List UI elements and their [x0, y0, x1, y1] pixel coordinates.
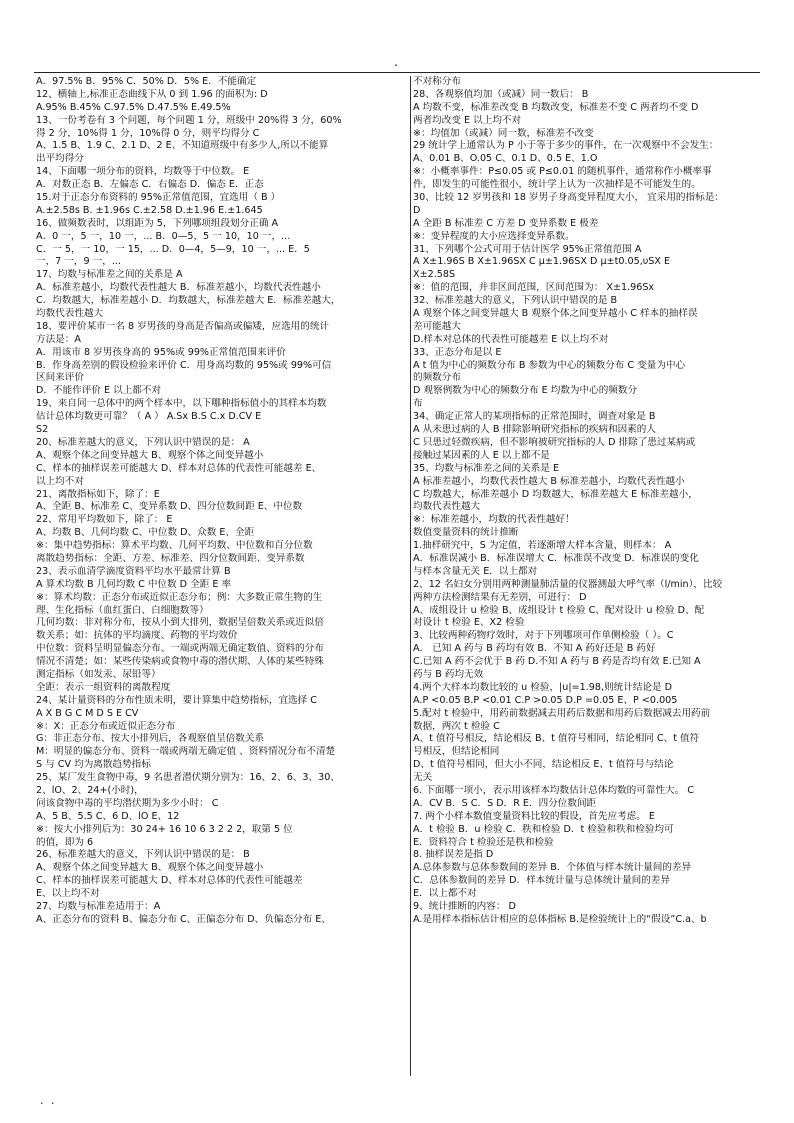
text-line: 数据，两次 t 检验 C [413, 720, 500, 732]
text-line: 不对称分布 [413, 76, 461, 87]
text-line: 19、来自同一总体中的两个样本中，以下哪种指标值小的其样本均数 [36, 398, 327, 410]
text-line: ※：集中趋势指标：算术平均数、几何平均数、中位数和百分位数 [36, 540, 313, 552]
text-line: 差可能越大 [413, 320, 461, 332]
text-line: 2、12 名妇女分别用两种测量肺活量的仪器测最大呼气率（l/min），比较 [413, 578, 723, 590]
right-column [410, 76, 763, 1076]
text-line: 28、各观察值均加（或减）同一数后： B [413, 88, 589, 100]
text-line: C 均数越大，标准差越小 D 均数越大，标准差越大 E 标准差越小， [413, 488, 698, 500]
text-line: C．均数越大，标准差越小 D．均数越大，标准差越大 E．标准差越大， [36, 295, 341, 307]
text-line: D.样本对总体的代表性可能越差 E 以上均不对 [413, 333, 609, 345]
text-line: 理、生化指标（血红蛋白、白细胞数等） [36, 604, 209, 616]
text-line: 几何均数：非对称分布，按从小到大排列，数据呈倍数关系或近似倍 [36, 617, 324, 629]
text-line: A 观察个体之间变异越大 B 观察个体之间变异越小 C 样本的抽样误 [413, 308, 698, 320]
text-line: 29 统计学上通常认为 P 小于等于多少的事件，在一次观察中不会发生： [413, 140, 719, 152]
text-line: A．97.5% B．95% C．50% D．5% E．不能确定 [36, 76, 257, 87]
text-line: ※：值的范围，并非区间范围，区间范围为： X±1.96Sx [413, 282, 655, 294]
text-line: A、正态分布的资料 B、偏态分布 C、正偏态分布 D、负偏态分布 E、 [36, 913, 331, 925]
text-line: 22、常用平均数如下，除了： E [36, 514, 173, 526]
text-line: C、样本的抽样误差可能越大 D、样本对总体的代表性可能越差 E、 [36, 462, 322, 474]
text-line: 6. 下面哪一项小，表示用该样本均数估计总体均数的可靠性大。 C [413, 784, 694, 796]
text-line: 两种方法检测结果有无差别，可进行： D [413, 591, 587, 603]
text-line: A．CV B．S C．S D．R E．四分位数间距 [413, 797, 597, 809]
text-line: 2、lO、2、24+(小时)， [36, 784, 144, 796]
left-column [36, 76, 386, 927]
text-line: 测定指标（如发汞、尿铅等） [36, 668, 161, 680]
text-line: ※：变异程度的大小应选择变异系数。 [413, 230, 575, 242]
text-line: 全距：表示一组资料的离散程度 [36, 681, 171, 693]
text-line: 两者均改变 E 以上均不对 [413, 114, 522, 126]
text-line: C 只患过轻微疾病，但不影响被研究指标的人 D 排除了患过某病或 [413, 436, 696, 448]
text-line: 中位数：资料呈明显偏态分布、一端或两端无确定数值、资料的分布 [36, 643, 324, 655]
text-line: A.总体参数与总体参数间的差异 B．个体值与样本统计量间的差异 [413, 862, 692, 874]
text-line: A、1.5 B、1.9 C、2.1 D、2 E、不知道班级中有多少人,所以不能算 [36, 140, 329, 152]
text-line: C．总体参数间的差异 D．样本统计量与总体统计量间的差异 [413, 875, 670, 887]
text-line: C．一 5，一 10，一 15，... D．0—4，5—9，10 一，... E．5 [36, 243, 310, 255]
text-line: 数值变量资料的统计推断 [413, 527, 519, 539]
text-line: 问该食物中毒的平均潜伏期为多少小时： C [36, 797, 219, 809]
text-line: 16、做频数表时，以组距为 5，下列哪项组段划分正确 A [36, 217, 279, 229]
text-line: B．作身高差别的假设检验来评价 C．用身高均数的 95%或 99%可信 [36, 359, 332, 371]
text-line: 18、要评价某市一名 8 岁男孩的身高是否偏高或偏矮，应选用的统计 [36, 320, 330, 332]
text-line: E、以上均不对 [36, 888, 100, 900]
text-line: A.是用样本指标估计相应的总体指标 B.是检验统计上的“假设”C.a、b [413, 913, 707, 925]
text-line: ※：均值加（或减）同一数，标准差不改变 [413, 127, 594, 139]
text-line: 35、均数与标准差之间的关系是 E [413, 462, 560, 474]
text-line: A． 已知 A 药与 B 药均有效 B．不知 A 药好还是 B 药好 [413, 643, 656, 655]
text-line: 估计总体均数更可靠？（ A ） A.Sx B.S C.x D.CV E [36, 411, 262, 423]
text-line: ※：算术均数：正态分布或近似正态分布；例：大多数正常生物的生 [36, 591, 323, 603]
text-line: ※：X：正态分布或近似正态分布 [36, 720, 176, 732]
text-line: 15.对于正态分布资料的 95%正常值范围，宜选用（ B ） [36, 192, 281, 204]
text-line: 情况不清楚；如：某些传染病或食物中毒的潜伏期、人体的某些特殊 [36, 656, 324, 668]
text-line: 8. 抽样误差是指 D [413, 849, 494, 861]
text-line: 23、表示血清学滴度资料平均水平最常计算 B [36, 565, 231, 577]
text-line: 的值，即为 6 [36, 836, 94, 848]
text-line: 方法是：A [36, 333, 81, 345]
footer-mark: · · [40, 1097, 57, 1110]
text-line: S 与 CV 均为离散趋势指标 [36, 759, 151, 771]
text-line: 32、标准差越大的意义，下列认识中错误的是 B [413, 295, 618, 307]
text-line: 以上均不对 [36, 475, 84, 487]
text-line: 对设计 t 检验 E、X2 检验 [413, 617, 525, 629]
text-line: 7. 两个小样本数值变量资料比较的假设，首先应考虑。 E [413, 810, 655, 822]
text-line: 无关 [413, 772, 433, 784]
text-line: A、0.01 B、O.05 C、0.1 D、0.5 E、1.O [413, 153, 598, 165]
text-line: 31、下列哪个公式可用于估计医学 95%正常值范围 A [413, 243, 642, 255]
text-line: 药与 B 药均无效 [413, 668, 484, 680]
text-line: A．标准误减小 B．标准误增大 C．标准误不改变 D．标准误的变化 [413, 552, 699, 564]
text-line: 离散趋势指标：全距、方差、标准差、四分位数间距、变异系数 [36, 552, 305, 564]
text-line: 件，即发生的可能性很小，统计学上认为一次抽样是不可能发生的。 [413, 179, 701, 191]
text-line: 号相反，但结论相同 [413, 746, 500, 758]
top-rule [34, 72, 760, 73]
text-line: D 观察例数为中心的频数分布 E 均数为中心的频数分 [413, 385, 638, 397]
text-line: A．用该市 8 岁男孩身高的 95%或 99%正常值范围来评价 [36, 346, 286, 358]
text-line: 一，7 一，9 一，... [36, 256, 122, 268]
text-line: ※：按大小排列后为：30 24+ 16 10 6 3 2 2 2，取第 5 位 [36, 823, 293, 835]
text-line: A．对数正态 B．左偏态 C．右偏态 D．偏态 E．正态 [36, 179, 264, 191]
text-line: 25、某厂发生食物中毒，9 名患者潜伏期分别为：16、2、6、3、30、 [36, 772, 340, 784]
text-line: A．标准差越小，均数代表性越大 B．标准差越小，均数代表性越小 [36, 282, 321, 294]
text-line: C.已知 A 药不会优于 B 药 D.不知 A 药与 B 药是否均有效 E.已知 A [413, 656, 701, 668]
text-line: 9、统计推断的内容： D [413, 901, 516, 912]
text-line: S2 [36, 424, 49, 436]
text-line: 17、均数与标准差之间的关系是 A [36, 269, 183, 281]
text-line: 13、一份考卷有 3 个问题，每个问题 1 分，班级中 20%得 3 分，60% [36, 114, 342, 126]
text-line: ※：标准差越小，均数的代表性越好！ [413, 514, 575, 526]
text-line: 14、下面哪一项分布的资料，均数等于中位数。 E [36, 166, 250, 178]
text-line: 26、标准差越大的意义，下列认识中错误的是： B [36, 849, 250, 861]
text-line: A 均数不变，标准差改变 B 均数改变，标准差不变 C 两者均不变 D [413, 101, 699, 113]
text-line: 得 2 分，10%得 1 分，10%得 0 分，则平均得分 C [36, 127, 260, 139]
text-line: A、均数 B、几何均数 C、中位数 D、众数 E、全距 [36, 527, 255, 539]
text-line: A、全距 B、标准差 C、变异系数 D、四分位数间距 E、中位数 [36, 501, 303, 513]
text-line: D．不能作评价 E 以上都不对 [36, 385, 162, 397]
text-line: ※：小概率事件：P≤0.05 或 P≤0.01 的随机事件，通常称作小概率事 [413, 166, 712, 178]
text-line: 21、离散指标如下，除了：E [36, 488, 160, 500]
text-line: 24、某计量资料的分布性质未明，要计算集中趋势指标，宜选择 C [36, 694, 317, 706]
text-line: 的频数分布 [413, 372, 461, 384]
text-line: A 全距 B 标准差 C 方差 D 变异系数 E 极差 [413, 217, 599, 229]
text-line: 接触过某因素的人 E 以上都不是 [413, 449, 550, 461]
text-line: A t 值为中心的频数分布 B 参数为中心的频数分布 C 变量为中心 [413, 359, 686, 371]
text-line: A、观察个体之间变异越大 B、观察个体之间变异越小 [36, 449, 264, 461]
text-line: A X±1.96S B X±1.96SX C μ±1.96SX D μ±t0.05,υSX E [413, 256, 671, 268]
text-line: A．0 一，5 一，10 一，... B．0—5，5 一 10，10 一，... [36, 230, 291, 242]
text-line: A 标准差越小，均数代表性越大 B 标准差越小，均数代表性越小 [413, 475, 685, 487]
text-line: A、t 值符号相反，结论相反 B、t 值符号相同，结论相同 C、t 值符 [413, 733, 700, 745]
text-line: 均数代表性越大 [36, 308, 104, 320]
text-line: 30、比较 12 岁男孩和 18 岁男子身高变异程度大小， 宜采用的指标是： [413, 192, 724, 204]
text-line: 布 [413, 398, 423, 410]
text-line: A.±2.58s B. ±1.96s C.±2.58 D.±1.96 E.±1.645 [36, 204, 263, 216]
text-line: A.P <0.05 B.P <0.01 C.P >0.05 D.P =0.05 E、P <0.005 [413, 694, 678, 706]
text-line: 20、标准差越大的意义，下列认识中错误的是： A [36, 436, 250, 448]
text-line: 数关系；如：抗体的平均滴度、药物的平均效价 [36, 630, 238, 642]
text-line: A.95% B.45% C.97.5% D.47.5% E.49.5% [36, 101, 231, 113]
text-line: A 算术均数 B 几何均数 C 中位数 D 全距 E 率 [36, 578, 232, 590]
text-line: D、t 值符号相同，但大小不同，结论相反 E、t 值符号与结论 [413, 759, 674, 771]
text-line: G：非正态分布、按大小排列后，各观察值呈倍数关系 [36, 733, 265, 745]
text-line: A．t 检验 B．u 检验 C．秩和检验 D．t 检验和秩和检验均可 [413, 823, 674, 835]
text-line: M：明显的偏态分布、资料一端或两端无确定值 、资料情况分布不清楚 [36, 746, 336, 758]
text-line: 3、比较两种药物疗效时，对于下列哪项可作单侧检验（ ）。C [413, 630, 674, 642]
text-line: 与样本含量无关 E．以上都对 [413, 565, 538, 577]
text-line: X±2.58S [413, 269, 456, 281]
text-line: 33、正态分布是以 E [413, 346, 502, 358]
text-line: 均数代表性越大 [413, 501, 481, 513]
text-line: 区间来评价 [36, 372, 84, 384]
text-line: A X B G C M D S E CV [36, 707, 139, 719]
text-line: E．以上都不对 [413, 888, 477, 900]
text-line: 5.配对 t 检验中，用药前数据减去用药后数据和用药后数据减去用药前 [413, 707, 711, 719]
text-line: 27、均数与标准差适用于：A [36, 901, 161, 912]
text-line: A 从未患过病的人 B 排除影响研究指标的疾病和因素的人 [413, 424, 656, 436]
text-line: E．资料符合 t 检验还是秩和检验 [413, 836, 554, 848]
text-line: 出平均得分 [36, 153, 84, 165]
header-mark: . [394, 55, 398, 69]
text-line: 4.两个大样本均数比较的 u 检验，|u|=1.98,则统计结论是 D [413, 681, 673, 693]
text-line: 1.抽样研究中，S 为定值，若逐渐增大样本含量，则样本： A [413, 540, 672, 552]
text-line: D [413, 204, 421, 216]
text-line: A、成组设计 u 检验 B、成组设计 t 检验 C、配对设计 u 检验 D、配 [413, 604, 705, 616]
text-line: A、观察个体之间变异越大 B、观察个体之间变异越小 [36, 862, 264, 874]
text-line: 12、横轴上,标准正态曲线下从 0 到 1.96 的面积为: D [36, 88, 268, 100]
text-line: 34、确定正常人的某项指标的正常范围时，调查对象是 B [413, 411, 656, 423]
text-line: C、样本的抽样误差可能越大 D、样本对总体的代表性可能越差 [36, 875, 303, 887]
text-line: A、5 B、5.5 C、6 D、lO E、12 [36, 810, 180, 822]
